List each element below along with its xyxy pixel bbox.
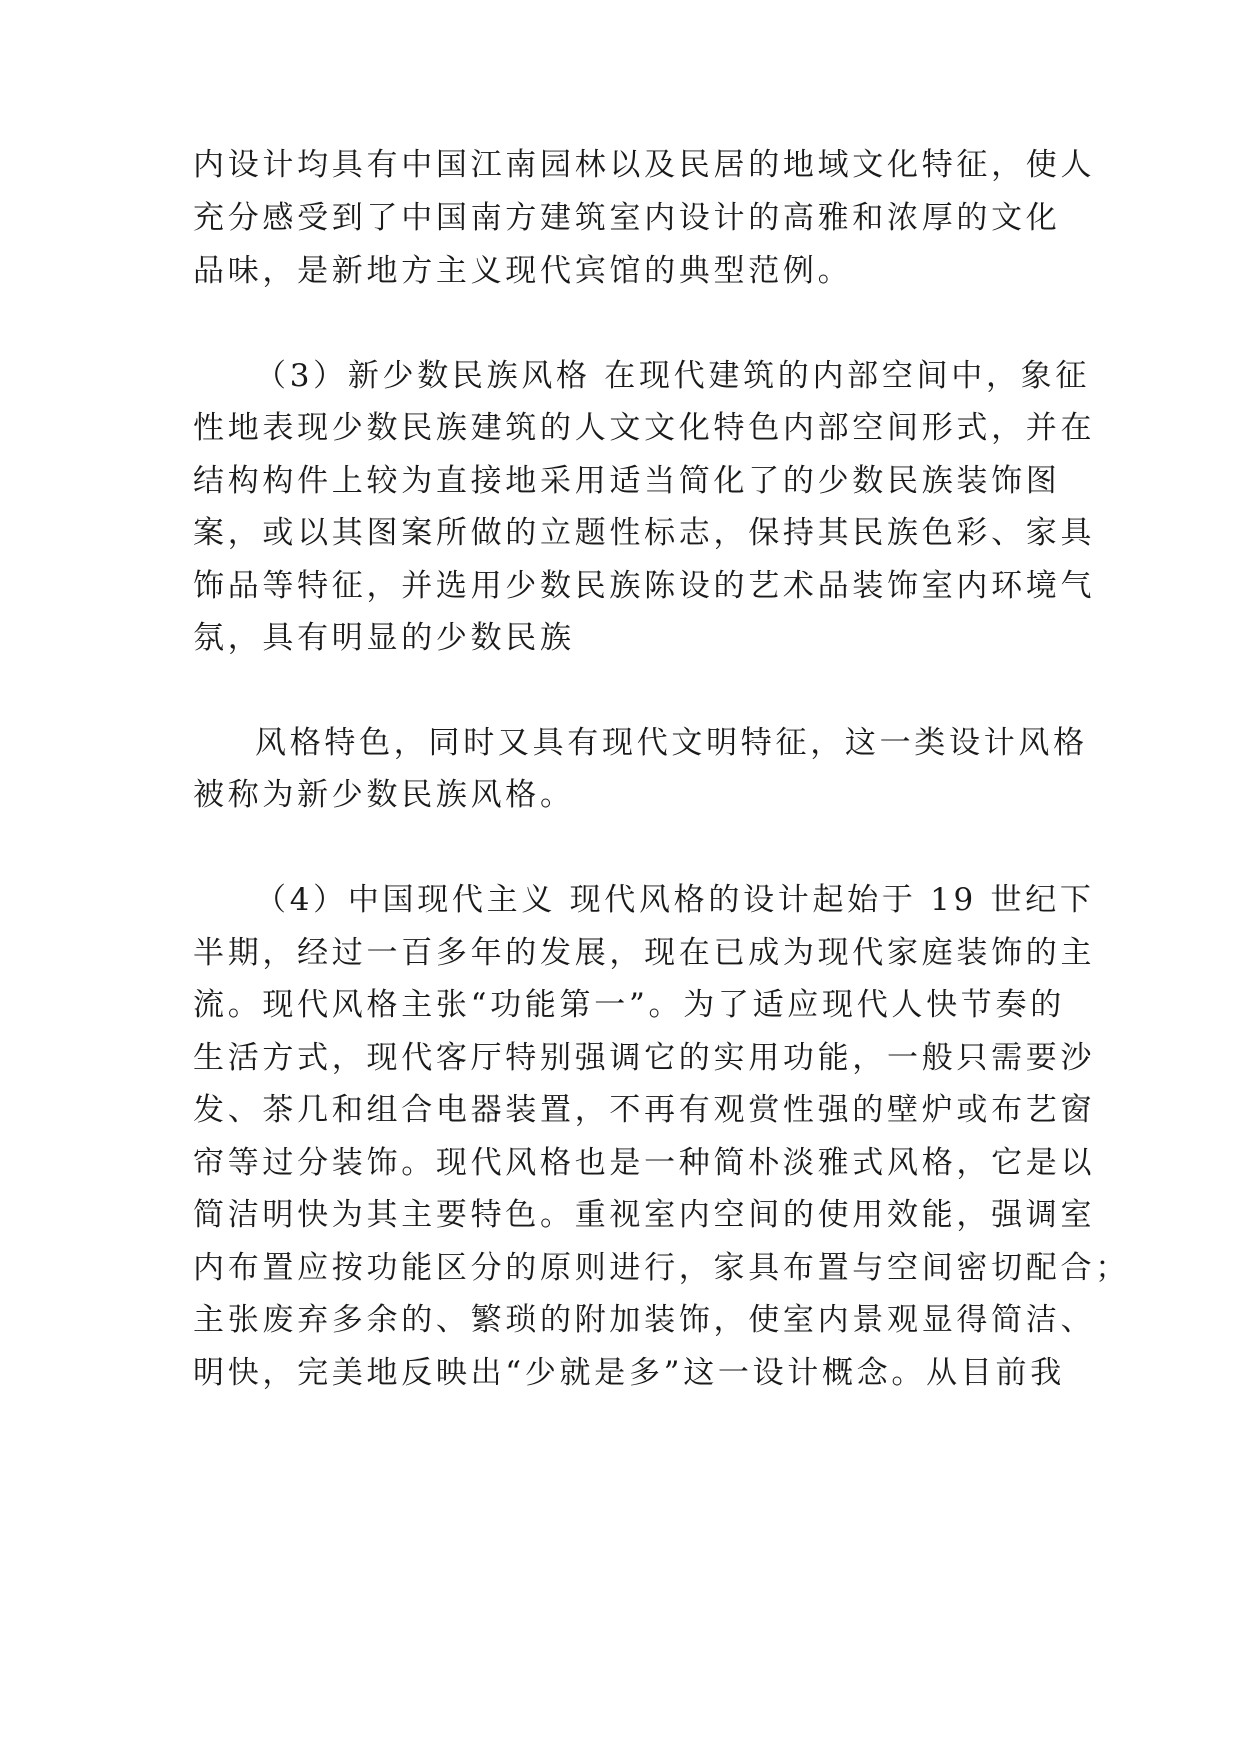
paragraph-line: 流。现代风格主张“功能第一”。为了适应现代人快节奏的 xyxy=(193,987,1065,1023)
paragraph-line: 氛，具有明显的少数民族 xyxy=(193,620,575,656)
paragraph-line: 内布置应按功能区分的原则进行，家具布置与空间密切配合； xyxy=(193,1250,1130,1286)
paragraph-line: 性地表现少数民族建筑的人文文化特色内部空间形式，并在 xyxy=(193,410,1096,446)
paragraph-line: 品味，是新地方主义现代宾馆的典型范例。 xyxy=(193,253,853,289)
paragraph-line: 帘等过分装饰。现代风格也是一种简朴淡雅式风格，它是以 xyxy=(193,1145,1096,1181)
paragraph-line: 被称为新少数民族风格。 xyxy=(193,777,575,813)
paragraph-line: 饰品等特征，并选用少数民族陈设的艺术品装饰室内环境气 xyxy=(193,568,1096,604)
paragraph-line: 案，或以其图案所做的立题性标志，保持其民族色彩、家具 xyxy=(193,515,1096,551)
paragraph-line: 生活方式，现代客厅特别强调它的实用功能，一般只需要沙 xyxy=(193,1040,1096,1076)
paragraph-line: （3）新少数民族风格 在现代建筑的内部空间中，象征 xyxy=(255,358,1091,394)
paragraph-line: 主张废弃多余的、繁琐的附加装饰，使室内景观显得简洁、 xyxy=(193,1302,1096,1338)
paragraph-line: （4）中国现代主义 现代风格的设计起始于 19 世纪下 xyxy=(255,882,1095,918)
paragraph-line: 发、茶几和组合电器装置，不再有观赏性强的壁炉或布艺窗 xyxy=(193,1092,1096,1128)
paragraph-line: 简洁明快为其主要特色。重视室内空间的使用效能，强调室 xyxy=(193,1197,1096,1233)
paragraph-line: 结构构件上较为直接地采用适当简化了的少数民族装饰图 xyxy=(193,463,1061,499)
paragraph-line: 充分感受到了中国南方建筑室内设计的高雅和浓厚的文化 xyxy=(193,200,1061,236)
paragraph-line: 明快，完美地反映出“少就是多”这一设计概念。从目前我 xyxy=(193,1355,1065,1391)
paragraph-line: 风格特色，同时又具有现代文明特征，这一类设计风格 xyxy=(255,725,1088,761)
paragraph-line: 内设计均具有中国江南园林以及民居的地域文化特征，使人 xyxy=(193,147,1096,183)
paragraph-line: 半期，经过一百多年的发展，现在已成为现代家庭装饰的主 xyxy=(193,935,1096,971)
